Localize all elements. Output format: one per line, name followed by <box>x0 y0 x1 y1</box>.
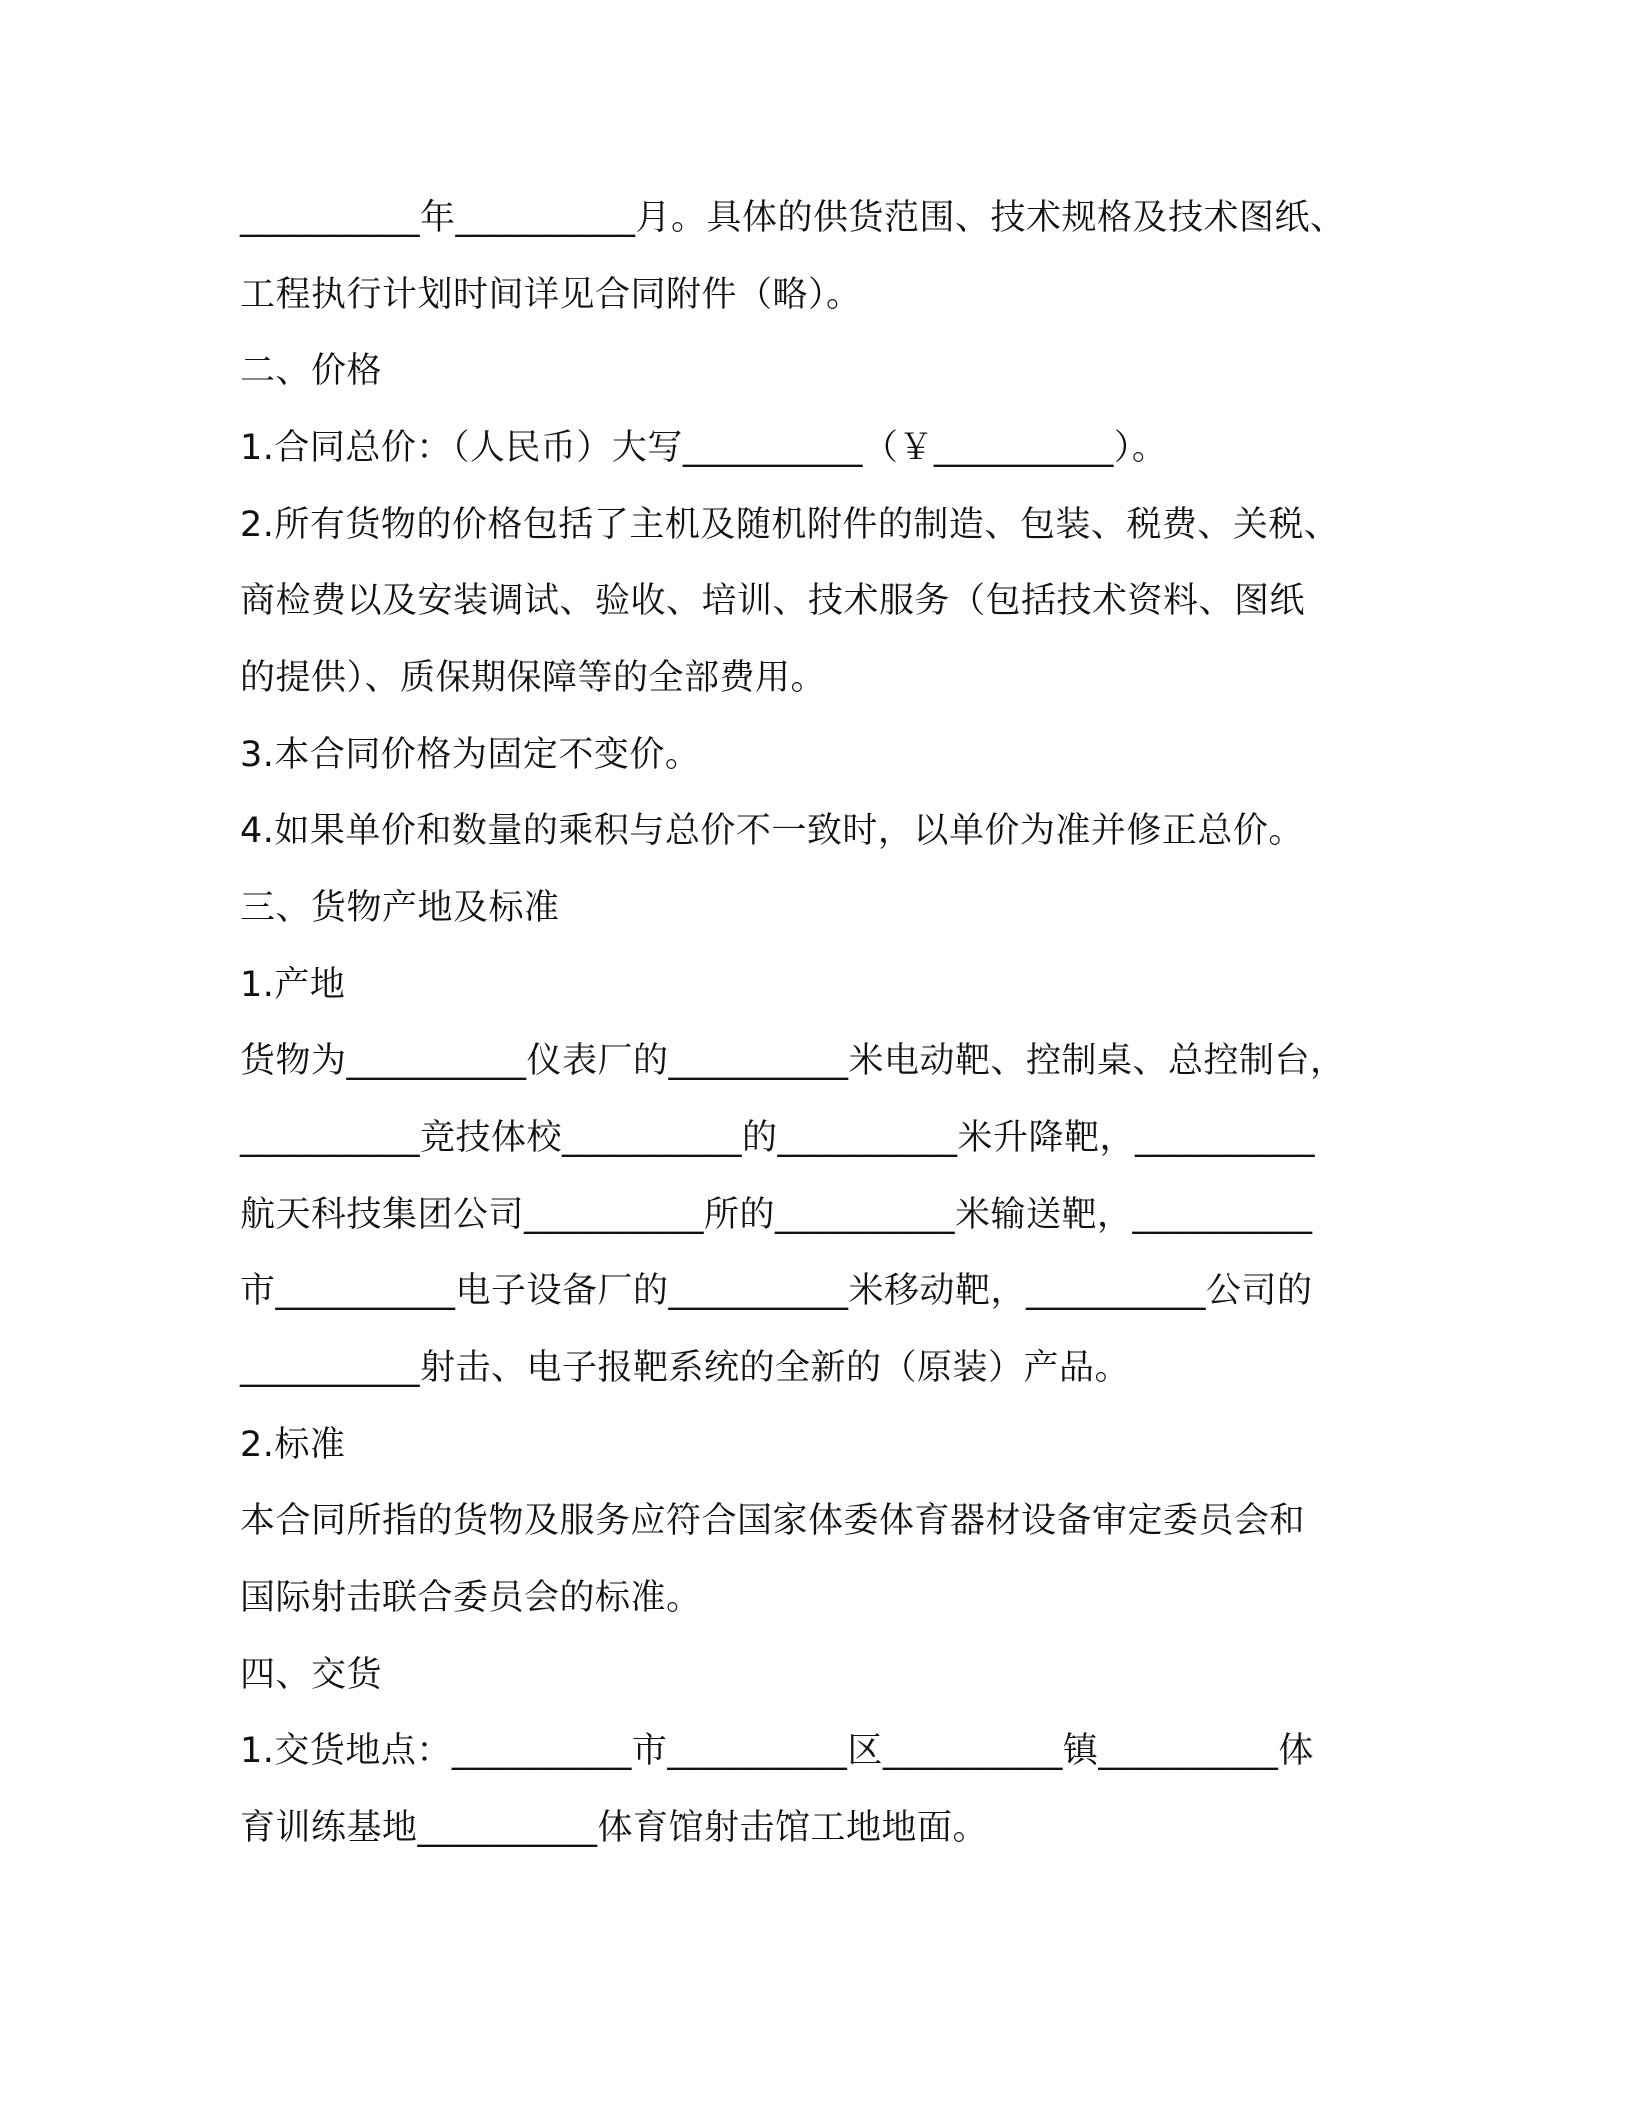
text-line-6: 商检费以及安装调试、验收、培训、技术服务（包括技术资料、图纸 <box>240 581 1306 621</box>
text-line-21: 1.交货地点：__________市__________区__________镇__________体 <box>240 1731 1314 1771</box>
subheading-standard: 2.标准 <box>240 1425 346 1465</box>
section-heading-price: 二、价格 <box>240 351 383 391</box>
text-line-8: 3.本合同价格为固定不变价。 <box>240 735 701 775</box>
text-line-18: 本合同所指的货物及服务应符合国家体委体育器材设备审定委员会和 <box>240 1501 1306 1541</box>
section-heading-delivery: 四、交货 <box>240 1655 383 1695</box>
text-line-9: 4.如果单价和数量的乘积与总价不一致时，以单价为准并修正总价。 <box>240 811 1304 851</box>
text-line-5: 2.所有货物的价格包括了主机及随机附件的制造、包装、税费、关税、 <box>240 505 1340 545</box>
text-line-12: 货物为__________仪表厂的__________米电动靶、控制桌、总控制台， <box>240 1041 1346 1081</box>
text-line-19: 国际射击联合委员会的标准。 <box>240 1578 702 1618</box>
text-line-13: __________竞技体校__________的__________米升降靶，__________ <box>240 1118 1316 1158</box>
text-line-1: __________年__________月。具体的供货范围、技术规格及技术图纸、 <box>240 198 1346 238</box>
text-line-2: 工程执行计划时间详见合同附件（略）。 <box>240 275 862 315</box>
section-heading-origin: 三、货物产地及标准 <box>240 888 560 928</box>
text-line-15: 市__________电子设备厂的__________米移动靶，__________公司的 <box>240 1271 1313 1311</box>
text-line-16: __________射击、电子报靶系统的全新的（原装）产品。 <box>240 1348 1131 1388</box>
text-line-4: 1.合同总价：（人民币）大写__________（￥__________）。 <box>240 428 1168 468</box>
text-line-7: 的提供）、质保期保障等的全部费用。 <box>240 658 827 698</box>
subheading-origin: 1.产地 <box>240 965 346 1005</box>
text-line-22: 育训练基地__________体育馆射击馆工地地面。 <box>240 1808 989 1848</box>
text-line-14: 航天科技集团公司__________所的__________米输送靶，__________ <box>240 1195 1313 1235</box>
